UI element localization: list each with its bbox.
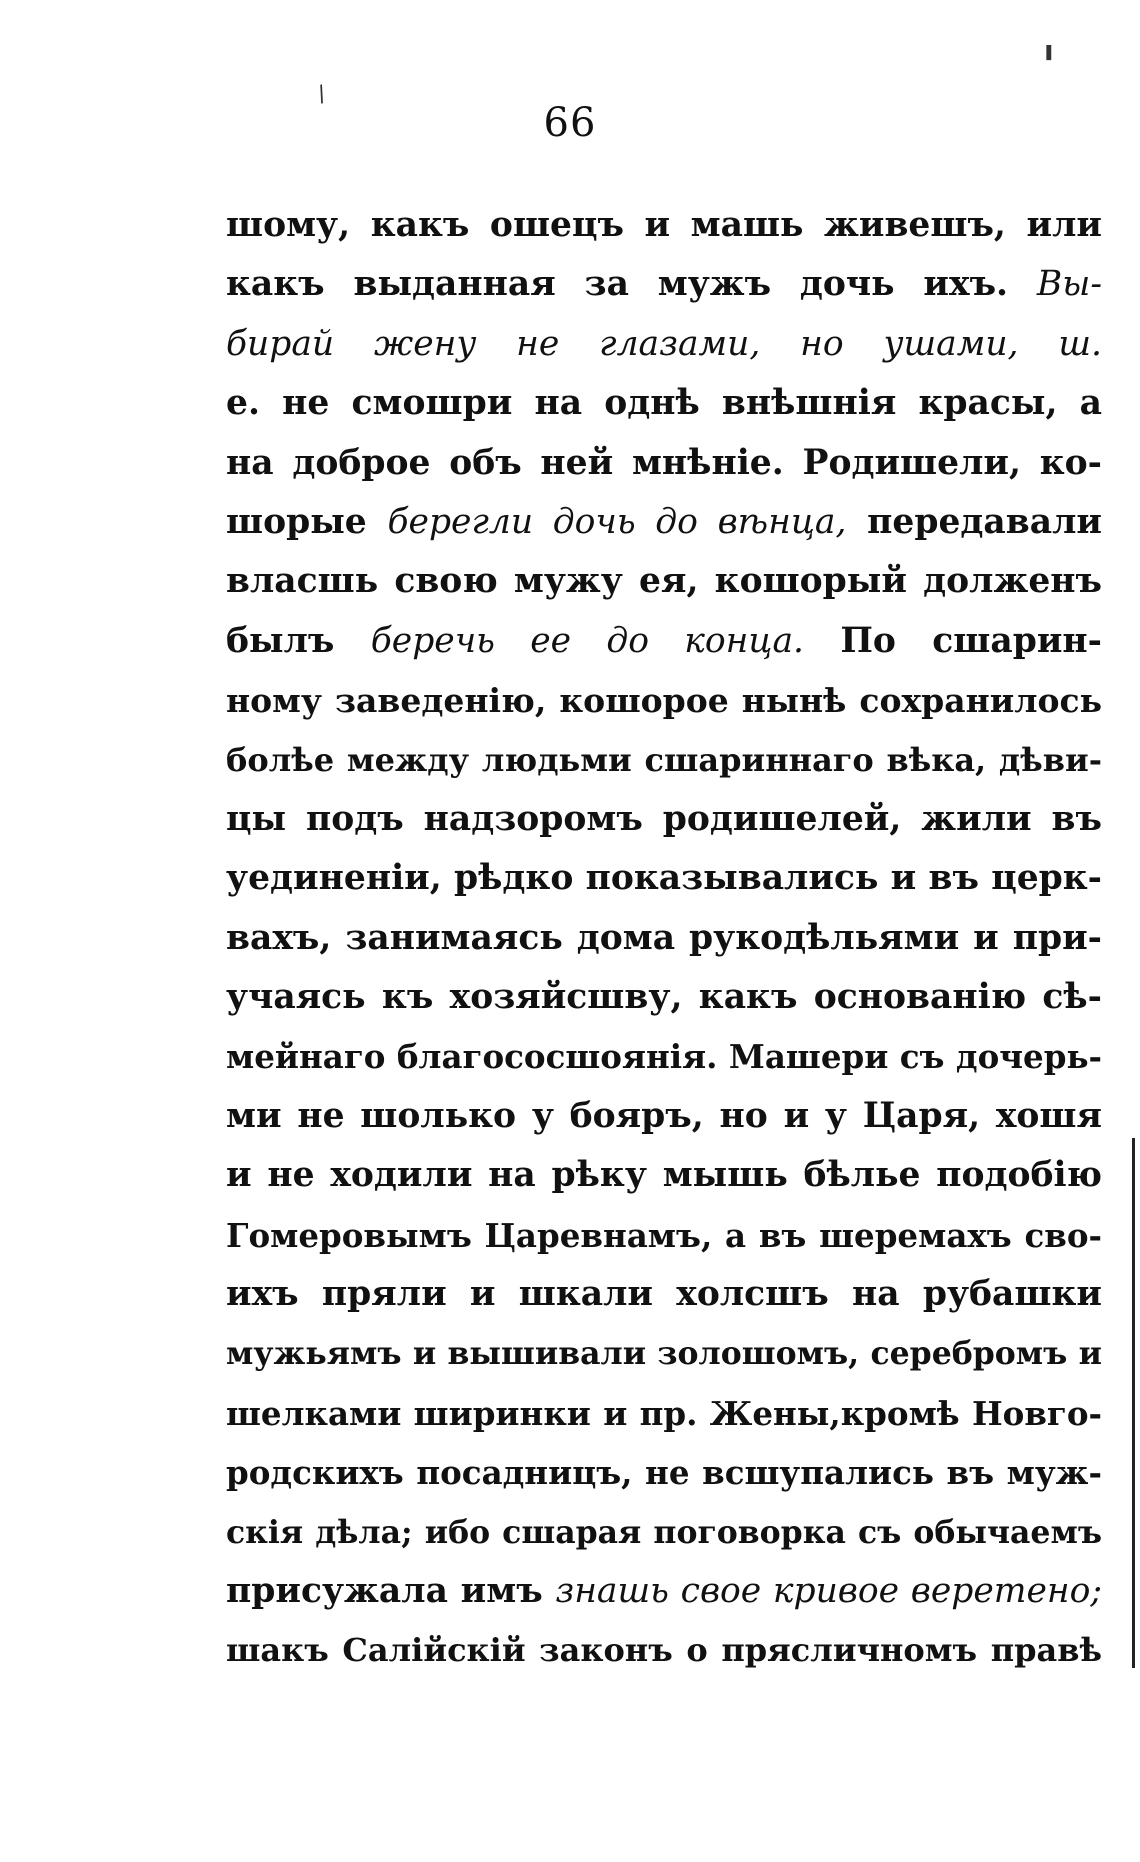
text-line	[226, 374, 1102, 433]
text-segment: цы подъ надзоромъ родишелей, жили въ	[226, 798, 1102, 839]
stray-tick-mark: /	[313, 81, 330, 108]
body-text	[226, 196, 1102, 1681]
text-segment: шорые	[226, 501, 388, 542]
text-segment: учаясь къ хозяйсшву, какъ основанію сѣ-	[226, 977, 1102, 1018]
text-line	[226, 434, 1102, 493]
text-segment: шелками ширинки и пр. Жены,кромѣ Новго-	[226, 1393, 1102, 1433]
text-line	[226, 1621, 1102, 1680]
italic-segment: берегли дочь до вѣнца,	[387, 501, 847, 542]
text-segment: шакъ Салійскій законъ о прясличномъ правѣ	[226, 1631, 1102, 1670]
text-line	[226, 1265, 1102, 1324]
text-line	[226, 1027, 1102, 1086]
text-segment: ному заведенію, кошорое нынѣ сохранилось	[226, 681, 1102, 721]
text-segment: присужала имъ	[226, 1570, 556, 1611]
text-line	[226, 493, 1102, 552]
text-line	[226, 196, 1102, 255]
text-segment: передавали	[846, 501, 1103, 542]
text-line	[226, 849, 1102, 908]
text-segment: родскихъ посадницъ, не всшупались въ муж-	[226, 1453, 1102, 1493]
text-segment: какъ выданная за мужъ дочь ихъ.	[226, 264, 1037, 305]
text-line	[226, 909, 1102, 968]
text-segment: ми не шолько у бояръ, но и у Царя, хошя	[226, 1095, 1102, 1136]
text-line	[226, 1562, 1102, 1621]
italic-segment: беречь ее до конца.	[370, 620, 805, 661]
italic-segment: знашь свое кривое веретено;	[555, 1570, 1102, 1611]
text-line	[226, 790, 1102, 849]
text-line	[226, 612, 1102, 671]
text-segment: и не ходили на рѣку мышь бѣлье подобію	[226, 1155, 1102, 1196]
text-segment: болѣе между людьми сшариннаго вѣка, дѣви-	[226, 740, 1102, 779]
text-segment: Гомеровымъ Царевнамъ, а въ шеремахъ сво-	[226, 1215, 1102, 1255]
text-line	[226, 1146, 1102, 1205]
text-segment: мейнаго благососшоянія. Машери съ дочерь-	[226, 1037, 1102, 1077]
text-line	[226, 968, 1102, 1027]
text-line	[226, 315, 1102, 374]
text-line	[226, 552, 1102, 611]
text-segment: власшь свою мужу ея, кошорый долженъ	[226, 561, 1102, 602]
text-segment: скія дѣла; ибо сшарая поговорка съ обычаемъ	[226, 1513, 1102, 1551]
text-line	[226, 1324, 1102, 1383]
text-line	[226, 1384, 1102, 1443]
text-line	[226, 731, 1102, 790]
text-line	[226, 671, 1102, 730]
text-segment: мужьямъ и вышивали золошомъ, серебромъ и	[226, 1335, 1102, 1373]
page-edge-shadow	[1132, 1138, 1135, 1668]
text-segment: былъ	[226, 620, 371, 661]
text-segment: на доброе объ ней мнѣніе. Родишели, ко-	[226, 442, 1102, 483]
text-segment: ихъ пряли и шкали холсшъ на рубашки	[226, 1274, 1102, 1315]
text-segment: уединеніи, рѣдко показывались и въ церк-	[226, 858, 1102, 899]
text-line	[226, 1206, 1102, 1265]
text-segment: шому, какъ ошецъ и машь живешъ, или	[226, 205, 1102, 245]
text-segment: По сшарин-	[804, 620, 1102, 661]
italic-segment: бирай жену не глазами, но ушами, ш.	[226, 323, 1102, 364]
text-segment: е. не смошри на однѣ внѣшнія красы, а	[226, 383, 1102, 424]
text-segment: вахъ, занимаясь дома рукодѣльями и при-	[226, 917, 1102, 958]
page-number: 66	[543, 100, 597, 146]
text-line	[226, 1087, 1102, 1146]
text-line	[226, 1503, 1102, 1562]
text-line	[226, 255, 1102, 314]
italic-segment: Вы-	[1036, 264, 1102, 305]
corner-mark: ı	[1044, 34, 1054, 67]
text-line	[226, 1443, 1102, 1502]
